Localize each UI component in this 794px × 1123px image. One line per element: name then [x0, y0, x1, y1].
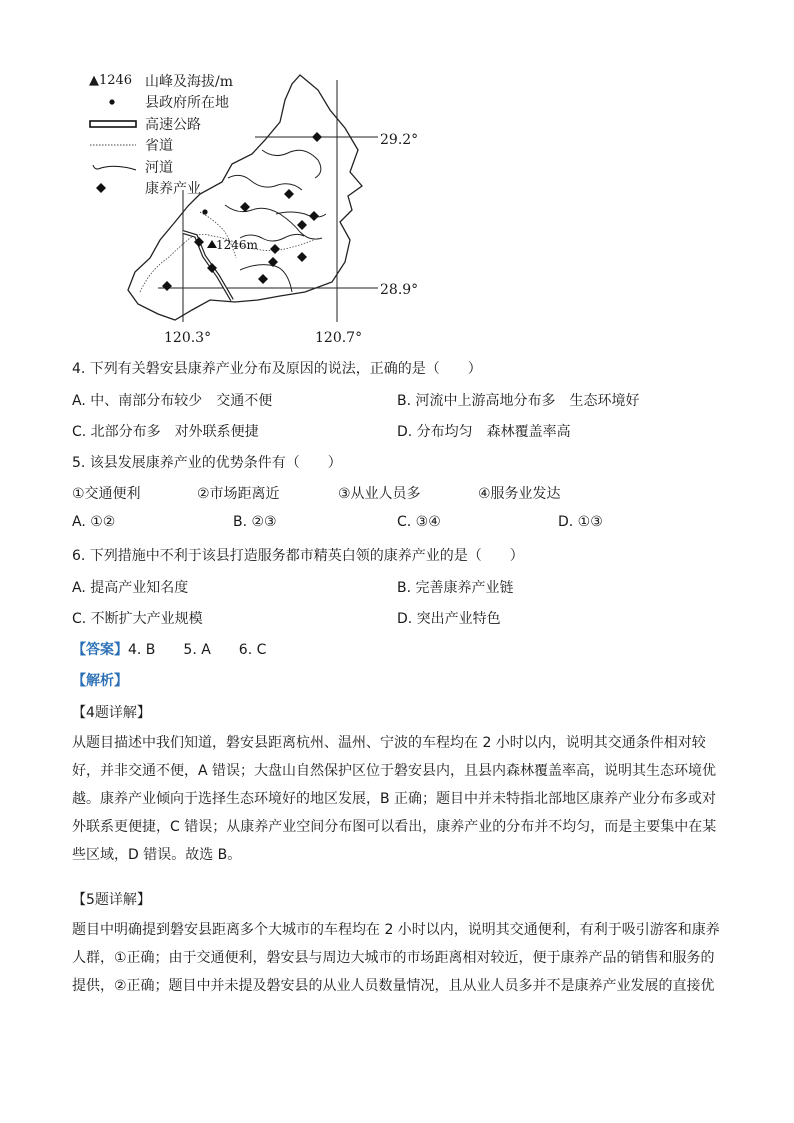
- river: [225, 205, 322, 239]
- q6-option-b: B. 完善康养产业链: [397, 580, 514, 596]
- legend-label: 省道: [145, 138, 173, 155]
- river-icon: [89, 161, 139, 173]
- analysis-label: 【解析】: [72, 673, 128, 689]
- q5-item-4: ④服务业发达: [478, 486, 561, 502]
- detail-5-label: 【5题详解】: [72, 892, 151, 908]
- q5-item-1: ①交通便利: [72, 486, 141, 502]
- detail-4-line: 外联系更便捷，C 错误；从康养产业空间分布图可以看出，康养产业的分布并不均匀，而是主要集中在某: [72, 819, 717, 835]
- diamond-icon: [240, 202, 250, 212]
- lat-top-label: 29.2°: [380, 132, 419, 148]
- q6-option-c: C. 不断扩大产业规模: [72, 611, 203, 627]
- dot-icon: [89, 97, 129, 107]
- detail-4-body: [72, 729, 722, 869]
- legend-label: 山峰及海拔/m: [145, 73, 233, 90]
- q5-item-2: ②市场距离近: [197, 486, 280, 502]
- lon-left-label: 120.3°: [164, 330, 212, 346]
- diamond-icon: [258, 274, 268, 284]
- q5-option-a: A. ①②: [72, 514, 116, 530]
- legend-label: 县政府所在地: [145, 95, 229, 112]
- province-road-icon: [89, 140, 139, 150]
- answer-line: [72, 639, 266, 659]
- legend-row-kangyang: [89, 178, 233, 200]
- peak-legend-symbol: ▲1246: [89, 73, 133, 89]
- answer-text: 4. B 5. A 6. C: [128, 642, 267, 658]
- detail-4-line: 从题目描述中我们知道，磐安县距离杭州、温州、宁波的车程均在 2 小时以内，说明其交通条件相对较: [72, 735, 706, 751]
- question-5-stem: 5. 该县发展康养产业的优势条件有（ ）: [72, 455, 342, 471]
- detail-5-line: 人群，①正确；由于交通便利，磐安县与周边大城市的市场距离相对较近，便于康养产品的销售和服务的: [72, 950, 715, 966]
- diamond-icon: [162, 281, 172, 291]
- q4-option-a: A. 中、南部分布较少 交通不便: [72, 393, 273, 409]
- map-legend: [89, 70, 233, 199]
- detail-5-line: 题目中明确提到磐安县距离多个大城市的车程均在 2 小时以内，说明其交通便利，有利于吸引游客和康养: [72, 922, 720, 938]
- legend-row-province-road: [89, 135, 233, 157]
- q5-item-3: ③从业人员多: [338, 486, 421, 502]
- river: [228, 175, 302, 190]
- answer-label: 【答案】: [72, 642, 128, 658]
- detail-5-body: [72, 916, 722, 1000]
- detail-5-line: 提供，②正确；题目中并未提及磐安县的从业人员数量情况，且从业人员多并不是康养产业发展的直接优: [72, 978, 715, 994]
- diamond-icon: [89, 182, 129, 194]
- q5-option-c: C. ③④: [397, 514, 441, 530]
- q6-option-a: A. 提高产业知名度: [72, 580, 189, 596]
- detail-4-line: 越。康养产业倾向于选择生态环境好的地区发展，B 正确；题目中并未特指北部地区康养产业分布多或对: [72, 791, 717, 807]
- river: [262, 150, 321, 178]
- legend-label: 康养产业: [145, 181, 201, 198]
- q5-option-d: D. ①③: [558, 514, 603, 530]
- highway-icon: [89, 119, 139, 129]
- diamond-icon: [309, 211, 319, 221]
- q5-option-b: B. ②③: [233, 514, 277, 530]
- lon-right-label: 120.7°: [315, 330, 363, 346]
- diamond-icon: [270, 244, 280, 254]
- question-6-stem: 6. 下列措施中不利于该县打造服务都市精英白领的康养产业的是（ ）: [72, 548, 524, 564]
- legend-label: 河道: [145, 159, 173, 176]
- lat-bottom-label: 28.9°: [380, 282, 419, 298]
- detail-4-label: 【4题详解】: [72, 705, 151, 721]
- legend-row-peak: [89, 70, 233, 92]
- diamond-icon: [312, 132, 322, 142]
- peak-label: 1246m: [216, 238, 258, 252]
- legend-label: 高速公路: [145, 116, 201, 133]
- county-seat-dot: [202, 209, 207, 214]
- diamond-icon: [284, 189, 294, 199]
- q4-option-b: B. 河流中上游高地分布多 生态环境好: [397, 393, 640, 409]
- q4-option-d: D. 分布均匀 森林覆盖率高: [397, 424, 571, 440]
- q6-option-d: D. 突出产业特色: [397, 611, 501, 627]
- legend-row-seat: [89, 92, 233, 114]
- legend-row-river: [89, 156, 233, 178]
- diamond-icon: [297, 252, 307, 262]
- legend-row-highway: [89, 113, 233, 135]
- q4-option-c: C. 北部分布多 对外联系便捷: [72, 424, 259, 440]
- diamond-icon: [297, 220, 307, 230]
- detail-4-line: 些区域，D 错误。故选 B。: [72, 847, 242, 863]
- detail-4-line: 好，并非交通不便，A 错误；大盘山自然保护区位于磐安县内，且县内森林覆盖率高，说明其生态环境优: [72, 763, 717, 779]
- question-4-stem: 4. 下列有关磐安县康养产业分布及原因的说法，正确的是（ ）: [72, 361, 482, 377]
